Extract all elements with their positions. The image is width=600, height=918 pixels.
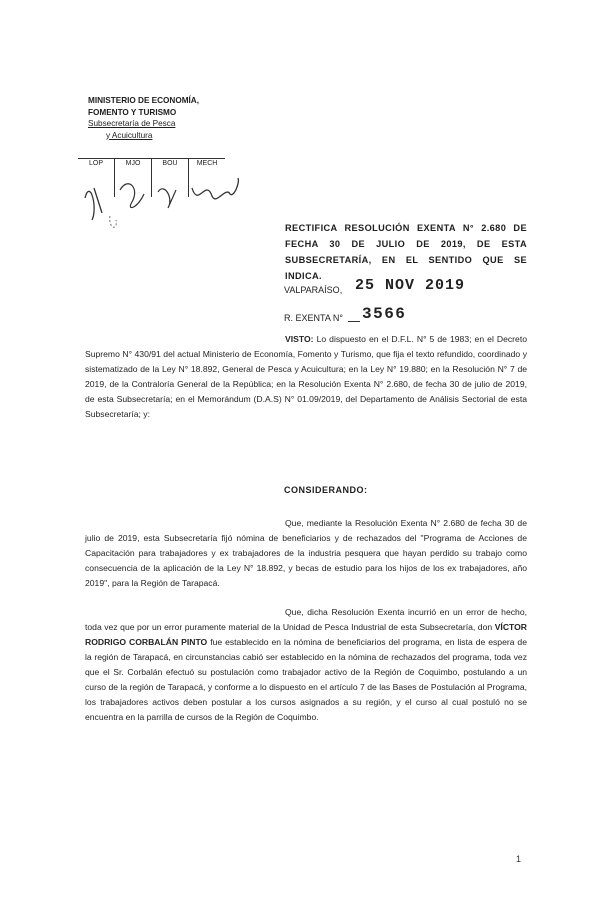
- subsecretaria-name: Subsecretaría de Pesca: [88, 119, 176, 128]
- considerando-paragraph-2: [85, 605, 527, 725]
- considerando-heading: CONSIDERANDO:: [284, 485, 368, 495]
- place-label: VALPARAÍSO,: [284, 285, 343, 295]
- resolution-number-label: R. EXENTA N°: [284, 313, 343, 323]
- handwritten-initials-signature: [80, 168, 245, 238]
- considerando-paragraph-1: [85, 516, 527, 591]
- resolution-number-stamp: 3566: [362, 305, 407, 323]
- subsecretaria-name-cont: y Acuicultura: [106, 130, 153, 140]
- visto-label: VISTO:: [285, 334, 314, 344]
- initials-cell: MECH: [189, 159, 226, 198]
- initials-cell: MJO: [115, 159, 152, 198]
- visto-paragraph: [85, 332, 527, 422]
- resolution-reference: RECTIFICA RESOLUCIÓN EXENTA N° 2.680 DE FECHA 30 DE JULIO DE 2019, DE ESTA SUBSECRETARÍA, EN EL SENTIDO QUE SE INDICA.: [285, 223, 527, 281]
- visto-text: Lo dispuesto en el D.F.L. N° 5 de 1983; en el Decreto Supremo N° 430/91 del actual Ministerio de Economía, Fomento y Turismo, que fija el texto refundido, coordinado y sistematizado de la Ley N° 18.892, General de Pesca y Acuicultura; en la Ley N° 19.880; en la Resolución N° 7 de 2019, de la Contraloría General de la República; en la Resolución Exenta N° 2.680, de fecha 30 de julio de 2019, de esta Subsecretaría; en el Memorándum (D.A.S) N° 01.09/2019, del Departamento de Análisis Sectorial de esta Subsecretaría; y:: [85, 334, 527, 419]
- number-dash: [348, 321, 360, 322]
- page-number: 1: [516, 854, 522, 864]
- ministry-header: [88, 95, 288, 141]
- ministry-name-cont: FOMENTO Y TURISMO: [88, 107, 177, 117]
- paragraph-text-cont: fue establecido en la nómina de beneficiarios del programa, en lista de espera de la región de Tarapacá, en circunstancias cabió ser establecido en la nómina de rechazados del programa, toda vez que el Sr. Corbalán efectuó su postulación como trabajador activo de la Región de Coquimbo, postulando a un curso de la región de Tarapacá, y conforme a lo dispuesto en el artículo 7 de las Bases de Postulación al Programa, los trabajadores activos deben postular a los cursos asignados a su región, y el curso al cual postuló no se encuentra en la parrilla de cursos de la Región de Coquimbo.: [85, 637, 527, 722]
- ministry-name: MINISTERIO DE ECONOMÍA,: [88, 96, 199, 105]
- initials-cell: BOU: [152, 159, 189, 198]
- paragraph-text: Que, dicha Resolución Exenta incurrió en un error de hecho, toda vez que por un error puramente material de la Unidad de Pesca Industrial de esta Subsecretaría, don: [85, 607, 527, 632]
- paragraph-text: Que, mediante la Resolución Exenta N° 2.680 de fecha 30 de julio de 2019, esta Subsecretaría fijó nómina de beneficiarios y de rechazados del "Programa de Acciones de Capacitación para trabajadores y ex trabajadores de la industria pesquera que hayan perdido su trabajo como consecuencia de la aplicación de la Ley N° 18.892, y becas de estudio para los hijos de los ex trabajadores, año 2019", para la Región de Tarapacá.: [85, 518, 527, 588]
- date-stamp: 25 NOV 2019: [355, 277, 466, 294]
- person-name: VÍCTOR RODRIGO CORBALÁN PINTO: [85, 622, 528, 647]
- initials-cell: LOP: [78, 159, 115, 198]
